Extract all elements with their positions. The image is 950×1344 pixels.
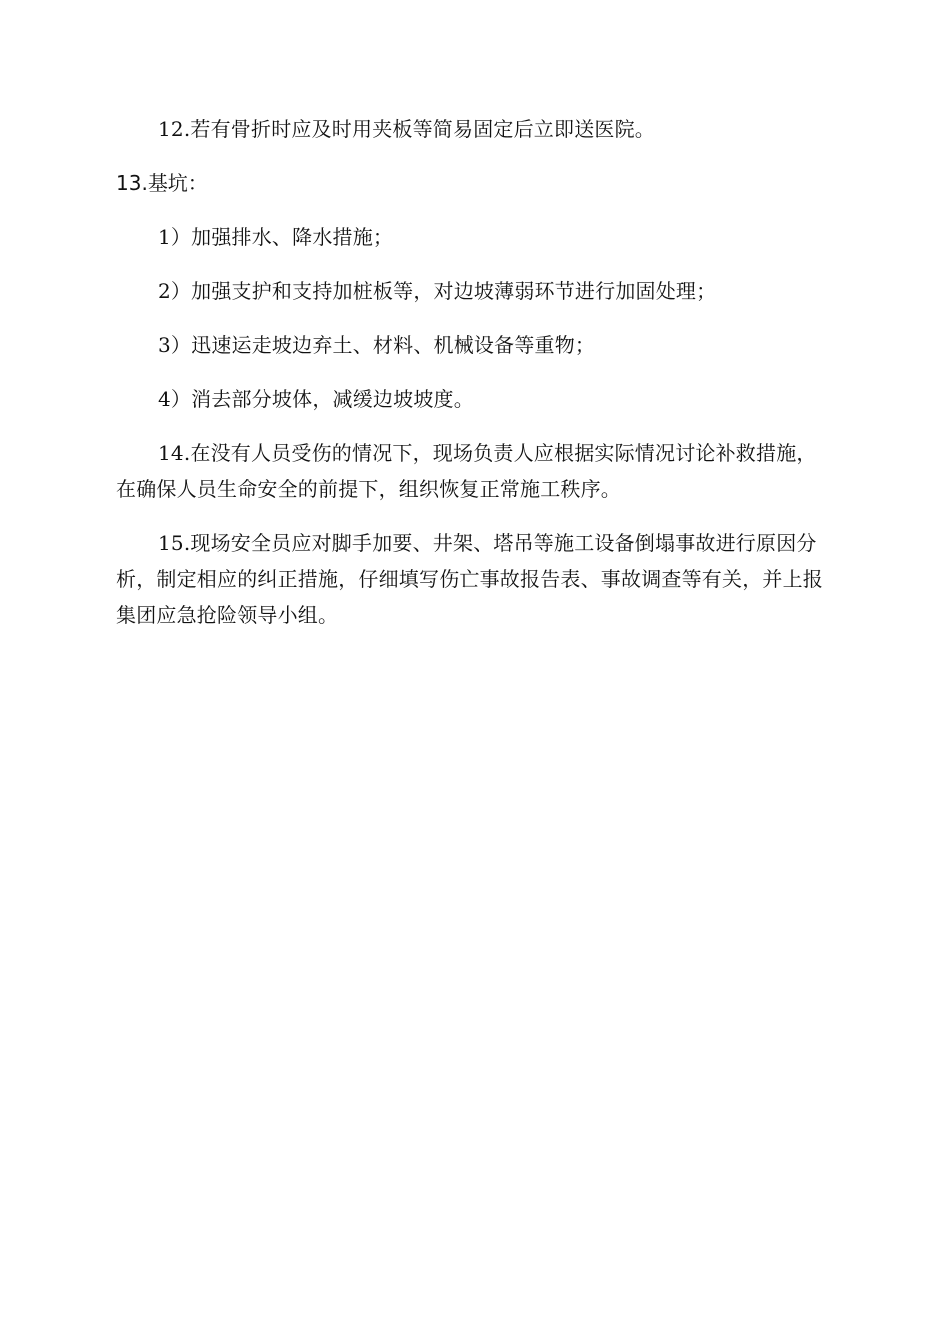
list-item-1: 1）加强排水、降水措施； (158, 225, 394, 249)
heading-13-foundation-pit (116, 165, 834, 201)
heading-text: 基坑： (147, 171, 208, 195)
document-body (116, 111, 834, 651)
heading-number: 13. (116, 171, 148, 195)
list-item-2: 2）加强支护和支持加桩板等，对边坡薄弱环节进行加固处理； (158, 279, 717, 303)
paragraph-15: 15.现场安全员应对脚手加要、井架、塔吊等施工设备倒塌事故进行原因分析，制定相应的纠正措施，仔细填写伤亡事故报告表、事故调查等有关，并上报集团应急抢险领导小组。 (116, 531, 823, 627)
paragraph-14: 14.在没有人员受伤的情况下，现场负责人应根据实际情况讨论补救措施，在确保人员生命安全的前提下，组织恢复正常施工秩序。 (116, 441, 817, 501)
paragraph-12: 12.若有骨折时应及时用夹板等简易固定后立即送医院。 (158, 117, 656, 141)
list-item-4: 4）消去部分坡体，减缓边坡坡度。 (158, 387, 474, 411)
list-item-3: 3）迅速运走坡边弃土、材料、机械设备等重物； (158, 333, 596, 357)
